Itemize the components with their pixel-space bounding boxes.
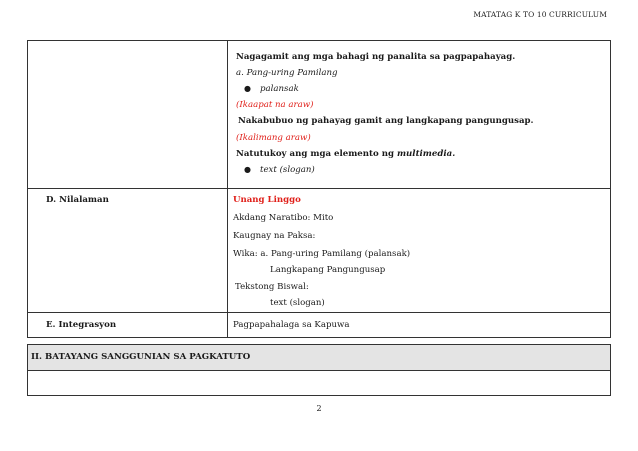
objective-compound-sentence: Nakabubuo ng pahayag gamit ang langkapang pangungusap. xyxy=(238,116,534,126)
page-number: 2 xyxy=(316,404,322,413)
section-title: II. BATAYANG SANGGUNIAN SA PAGKATUTO xyxy=(31,352,251,362)
curriculum-header: MATATAG K TO 10 CURRICULUM xyxy=(473,10,607,19)
references-table xyxy=(27,344,611,396)
column-divider xyxy=(227,41,228,337)
bullet-icon: ● xyxy=(244,84,251,93)
objective-multimedia-emphasis: multimedia. xyxy=(396,149,456,159)
bullet-item: palansak xyxy=(260,84,299,94)
objective-parts-of-speech: Nagagamit ang mga bahagi ng panalita sa pagpapahayag. xyxy=(236,52,516,62)
row-label-nilalaman: D. Nilalaman xyxy=(46,195,109,205)
objective-subtopic: a. Pang-uring Pamilang xyxy=(236,68,338,78)
row-label-integrasyon: E. Integrasyon xyxy=(46,320,117,330)
day-note: (Ikalimang araw) xyxy=(236,133,311,143)
references-header xyxy=(28,345,610,371)
content-line: Tekstong Biswal: xyxy=(235,282,309,292)
lesson-table xyxy=(27,40,611,338)
row-divider xyxy=(28,312,610,313)
row-divider xyxy=(28,188,610,189)
bullet-item: text (slogan) xyxy=(260,165,315,175)
content-line: Kaugnay na Paksa: xyxy=(233,231,316,241)
objective-multimedia-text: Natutukoy ang mga elemento ng xyxy=(236,149,397,159)
week-label: Unang Linggo xyxy=(233,195,301,205)
bullet-icon: ● xyxy=(244,165,251,174)
content-line-indented: Langkapang Pangungusap xyxy=(270,265,386,275)
integration-value: Pagpapahalaga sa Kapuwa xyxy=(233,320,350,330)
content-line: Akdang Naratibo: Mito xyxy=(233,213,334,223)
objective-multimedia xyxy=(236,149,455,160)
content-line: Wika: a. Pang-uring Pamilang (palansak) xyxy=(233,249,411,259)
content-line-indented: text (slogan) xyxy=(270,298,325,308)
day-note: (Ikaapat na araw) xyxy=(236,100,314,110)
